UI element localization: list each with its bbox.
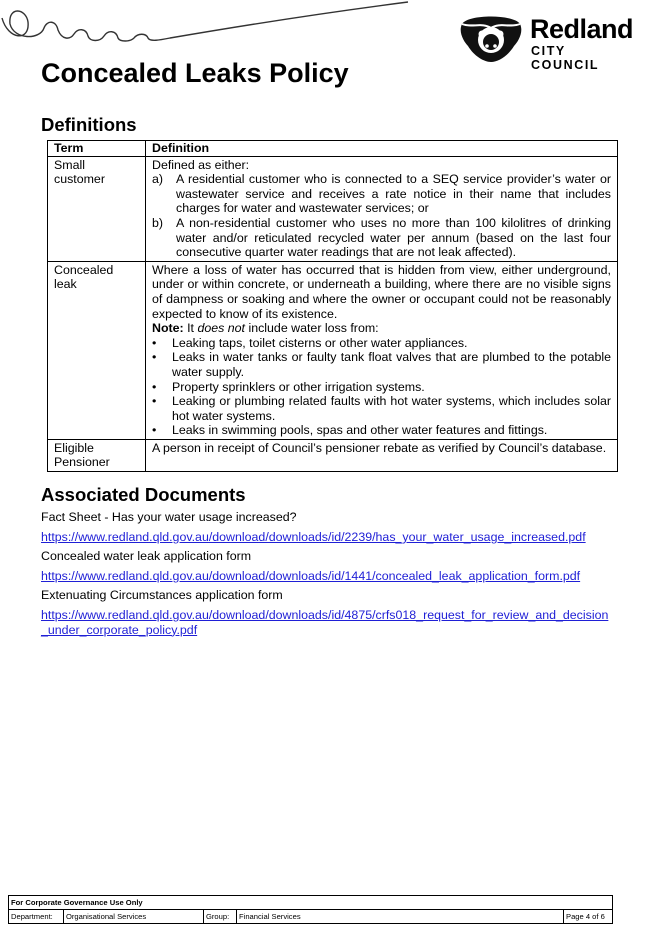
council-crest-icon [458,12,524,64]
bullet-icon: • [152,350,157,365]
note-emphasis: does not [197,321,245,336]
note-post: include water loss from: [245,321,379,336]
bullet-icon: • [152,335,157,350]
group-value: Financial Services [237,910,564,924]
note-pre: It [183,321,198,336]
item-marker: b) [152,215,164,230]
page-number: Page 4 of 6 [564,910,613,924]
list-item [152,380,611,395]
list-item-text: Leaks in water tanks or faulty tank float valves that are plumbed to the potable water supply. [172,350,611,379]
governance-label: For Corporate Governance Use Only [9,896,613,910]
document-label: Concealed water leak application form [41,549,252,563]
bullet-icon: • [152,379,157,394]
definition-column-header: Definition [146,141,618,157]
bullet-icon: • [152,423,157,438]
list-item [152,423,611,438]
exclusions-list [152,336,611,438]
logo-subtitle: CITY COUNCIL [531,44,600,72]
table-row [48,439,618,471]
definition-cell: A person in receipt of Council’s pensioner rebate as verified by Council’s database. [146,439,618,471]
item-text: A non-residential customer who uses no more than 100 kilolitres of drinking water and/or reticulated recycled water per annum (based on the last four consecutive quarter water readings that are not leak affected). [176,215,611,260]
definition-intro: Defined as either: [152,157,250,172]
table-header-row [48,141,618,157]
definition-cell [146,156,618,261]
list-item [152,336,611,351]
associated-documents-heading: Associated Documents [41,484,246,505]
term-cell: Concealed leak [48,261,146,439]
department-value: Organisational Services [64,910,204,924]
list-item-text: Leaking taps, toilet cisterns or other water appliances. [172,335,468,350]
list-item [152,394,611,423]
header-swirl-decoration [0,0,420,45]
table-row [48,156,618,261]
item-marker: a) [152,172,164,187]
list-item-text: Leaks in swimming pools, spas and other water features and fittings. [172,423,548,438]
list-item-text: Leaking or plumbing related faults with hot water systems, which includes solar hot water systems. [172,394,611,423]
page-title: Concealed Leaks Policy [41,58,349,88]
department-label: Department: [9,910,64,924]
lettered-item [152,216,611,260]
definition-text: Where a loss of water has occurred that is hidden from view, either underground, under or within concrete, or underneath a building, where there are no visible signs of dampness or soaking and where the owner or occupant could not be reasonably expected to know of its existence. [152,262,611,321]
table-row [48,261,618,439]
list-item [152,350,611,379]
term-cell: Eligible Pensioner [48,439,146,471]
term-cell: Small customer [48,156,146,261]
redland-logo [458,12,634,72]
logo-name: Redland [530,14,634,44]
document-label: Extenuating Circumstances application form [41,588,283,602]
bullet-icon: • [152,394,157,409]
item-text: A residential customer who is connected to a SEQ service provider’s water or wastewater service and receives a rate notice in their name that includes charges for water and wastewater services; or [176,172,611,216]
document-link[interactable]: https://www.redland.qld.gov.au/download/downloads/id/4875/crfs018_request_for_review_and_decision_under_corporate_policy.pdf [41,608,609,637]
group-label: Group: [204,910,237,924]
note-label: Note: [152,321,184,336]
document-label: Fact Sheet - Has your water usage increased? [41,510,297,524]
document-link[interactable]: https://www.redland.qld.gov.au/download/downloads/id/1441/concealed_leak_application_form.pdf [41,569,581,583]
governance-footer [8,895,613,924]
definition-cell [146,261,618,439]
lettered-item [152,172,611,216]
list-item-text: Property sprinklers or other irrigation systems. [172,379,425,394]
definitions-heading: Definitions [41,114,137,135]
definition-note [152,321,611,336]
term-column-header: Term [48,141,146,157]
definitions-table [47,140,618,472]
document-link[interactable]: https://www.redland.qld.gov.au/download/downloads/id/2239/has_your_water_usage_increased.pdf [41,530,586,544]
